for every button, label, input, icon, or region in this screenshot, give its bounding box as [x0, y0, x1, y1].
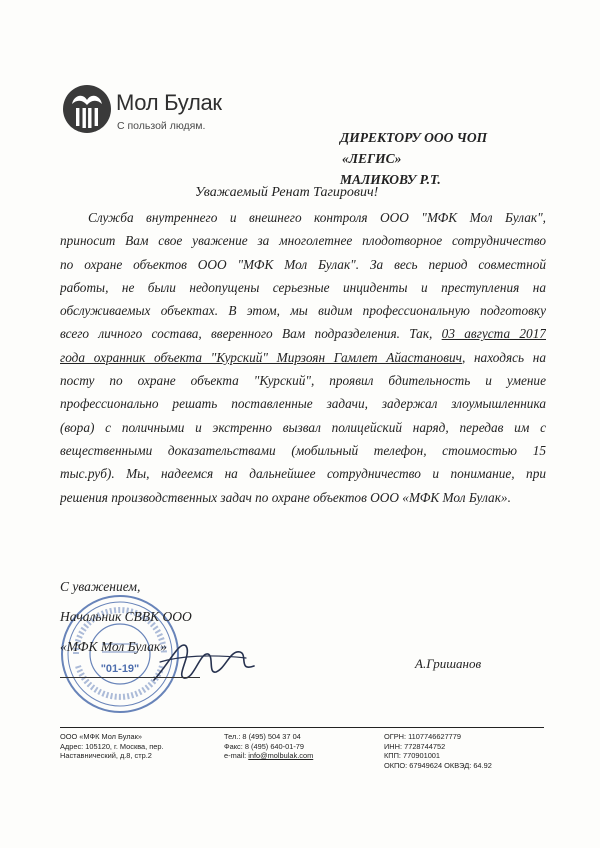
addressee-block — [340, 127, 487, 190]
addressee-title: ДИРЕКТОРУ ООО ЧОП — [340, 130, 488, 145]
footer-inn: ИНН: 7728744752 — [384, 741, 446, 751]
body-line: (вора) с поличными и экстренно вызвал полицейский наряд, передав им с — [60, 419, 546, 435]
signer-name: А.Гришанов — [415, 656, 482, 671]
closing-regards: С уважением, — [60, 579, 141, 594]
signature-underline — [60, 677, 200, 678]
logo-name: Мол Булак — [116, 90, 222, 115]
letter-body — [60, 206, 546, 509]
body-line: посту по охране объекта "Курский", проявил бдительность и умение — [60, 373, 546, 389]
footer-email-label: e-mail: — [224, 751, 249, 761]
body-line: профессионально решать поставленные задачи, задержал злоумышленника — [60, 396, 546, 412]
salutation: Уважаемый Ренат Тагирович! — [195, 185, 379, 200]
footer-kpp: КПП: 770901001 — [384, 751, 441, 761]
signer-company: «МФК Мол Булак» — [60, 639, 167, 654]
body-line: тыс.руб). Мы, надеемся на дальнейшее сотрудничество и понимание, при — [60, 466, 546, 482]
logo-slogan: С пользой людям. — [117, 120, 206, 132]
stamp-code: "01-19" — [100, 663, 140, 675]
footer-registration — [384, 732, 492, 770]
addressee-name: МАЛИКОВУ Р.Т. — [340, 172, 441, 187]
company-logo — [62, 84, 222, 140]
body-line: обслуживаемых объектах. В этом, мы видим профессиональную подготовку — [60, 303, 546, 319]
underlined-date: 03 августа 2017 — [441, 326, 546, 342]
footer-phone: Тел.: 8 (495) 504 37 04 — [224, 732, 301, 741]
footer-divider — [60, 727, 544, 728]
body-text: , находясь на — [461, 349, 546, 365]
body-line: работы, не были недопущены серьезные инциденты и преступления на — [60, 279, 546, 295]
footer-company-name: ООО «МФК Мол Булак» — [60, 732, 143, 741]
addressee-company: «ЛЕГИС» — [342, 151, 402, 166]
footer-okpo: ОКПО: 67949624 ОКВЭД: 64.92 — [384, 760, 492, 770]
underlined-guard-name: года охранник объекта "Курский" Мирзоян Гамлет Айастанович — [60, 349, 462, 365]
signer-position: Начальник СВВК ООО — [60, 609, 192, 624]
body-line: Служба внутреннего и внешнего контроля ООО "МФК Мол Булак", — [88, 210, 546, 225]
footer-address-line: Наставнический, д.8, стр.2 — [60, 751, 152, 761]
footer-company — [60, 732, 164, 761]
footer-address-line: Адрес: 105120, г. Москва, пер. — [60, 741, 164, 751]
footer-email-row — [224, 751, 313, 761]
body-text: всего личного состава, вверенного Вам подразделения. Так, — [60, 326, 442, 342]
signature-block — [60, 572, 192, 662]
footer-email-link[interactable]: info@molbulak.com — [248, 751, 314, 761]
body-line: решения производственных задач по охране объектов ООО «МФК Мол Булак». — [60, 489, 511, 505]
body-line: вещественными доказательствами (мобильный телефон, стоимостью 15 — [60, 442, 546, 458]
footer-ogrn: ОГРН: 1107746627779 — [384, 732, 462, 741]
footer-contacts — [224, 732, 313, 761]
body-line — [60, 322, 546, 345]
body-line: по охране объектов ООО "МФК Мол Булак". За весь период совместной — [60, 256, 546, 272]
body-line: приносит Вам свое уважение за многолетнее плодотворное сотрудничество — [60, 233, 546, 249]
footer-fax: Факс: 8 (495) 640-01-79 — [224, 741, 305, 751]
body-line — [60, 346, 546, 369]
mol-bulak-logo-icon — [62, 84, 112, 134]
